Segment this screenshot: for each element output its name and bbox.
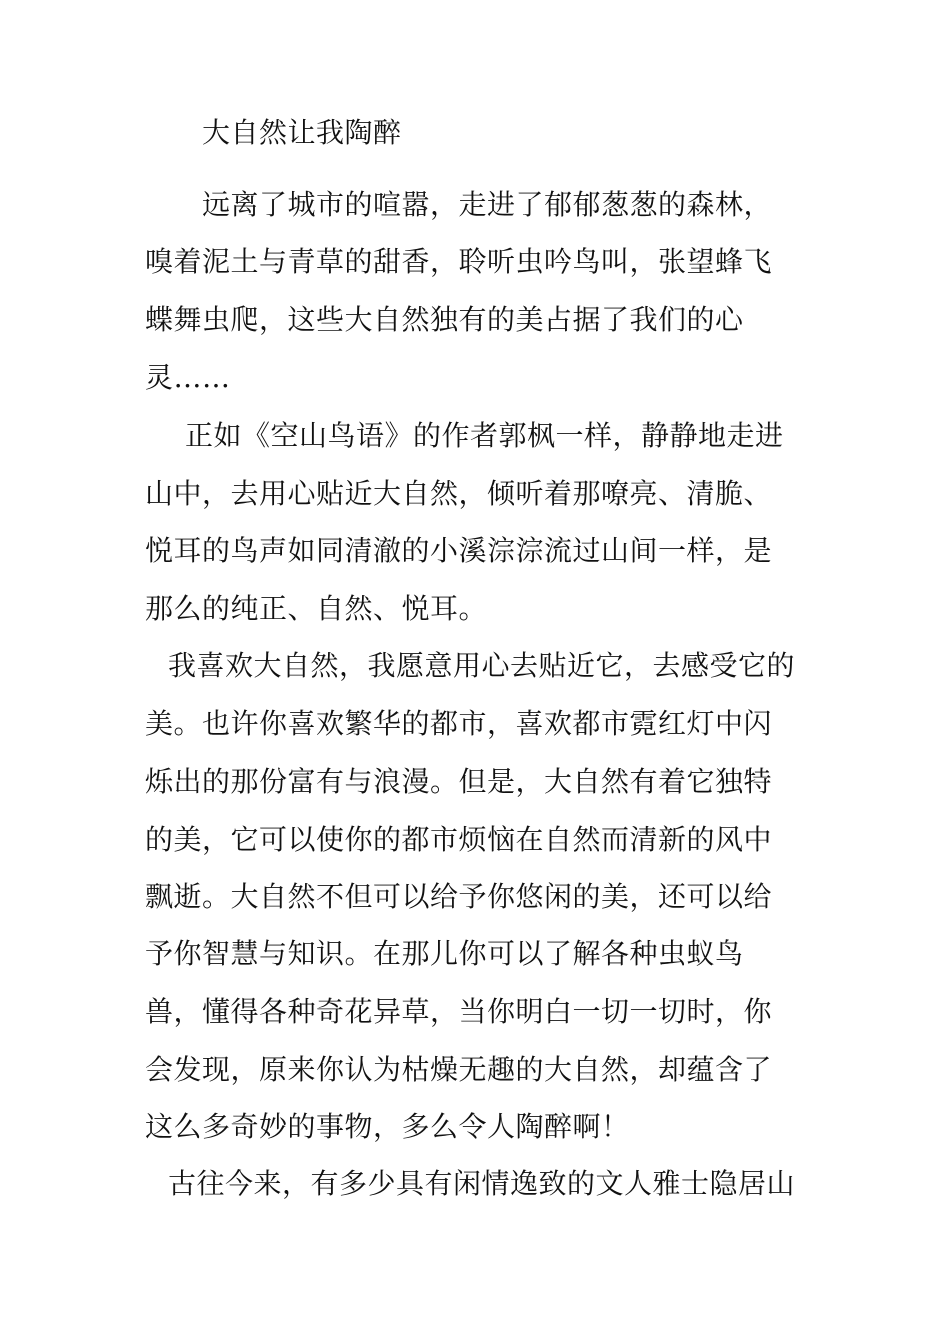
paragraph-2-line-1: 正如《空山鸟语》的作者郭枫一样，静静地走进 <box>185 419 784 452</box>
paragraph-3-line-3: 烁出的那份富有与浪漫。但是，大自然有着它独特 <box>145 765 773 798</box>
paragraph-3-line-8: 会发现，原来你认为枯燥无趣的大自然，却蕴含了 <box>145 1053 773 1086</box>
document-title: 大自然让我陶醉 <box>202 116 402 149</box>
paragraph-1-line-2: 嗅着泥土与青草的甜香，聆听虫吟鸟叫，张望蜂飞 <box>145 245 773 278</box>
paragraph-2-line-3: 悦耳的鸟声如同清澈的小溪淙淙流过山间一样，是 <box>145 534 773 567</box>
paragraph-3-line-4: 的美，它可以使你的都市烦恼在自然而清新的风中 <box>145 823 773 856</box>
paragraph-3-line-6: 予你智慧与知识。在那儿你可以了解各种虫蚁鸟 <box>145 937 744 970</box>
paragraph-3-line-9: 这么多奇妙的事物，多么令人陶醉啊！ <box>145 1110 630 1143</box>
paragraph-2-line-2: 山中，去用心贴近大自然，倾听着那嘹亮、清脆、 <box>145 477 773 510</box>
paragraph-3-line-1: 我喜欢大自然，我愿意用心去贴近它，去感受它的 <box>168 649 796 682</box>
paragraph-2-line-4: 那么的纯正、自然、悦耳。 <box>145 592 488 625</box>
paragraph-3-line-7: 兽，懂得各种奇花异草，当你明白一切一切时，你 <box>145 995 773 1028</box>
paragraph-4-line-1: 古往今来，有多少具有闲情逸致的文人雅士隐居山 <box>168 1167 796 1200</box>
paragraph-3-line-2: 美。也许你喜欢繁华的都市，喜欢都市霓红灯中闪 <box>145 707 773 740</box>
paragraph-3-line-5: 飘逝。大自然不但可以给予你悠闲的美，还可以给 <box>145 880 773 913</box>
paragraph-1-line-4: 灵…… <box>145 361 231 394</box>
paragraph-1-line-1: 远离了城市的喧嚣，走进了郁郁葱葱的森林， <box>202 188 773 221</box>
paragraph-1-line-3: 蝶舞虫爬，这些大自然独有的美占据了我们的心 <box>145 303 744 336</box>
